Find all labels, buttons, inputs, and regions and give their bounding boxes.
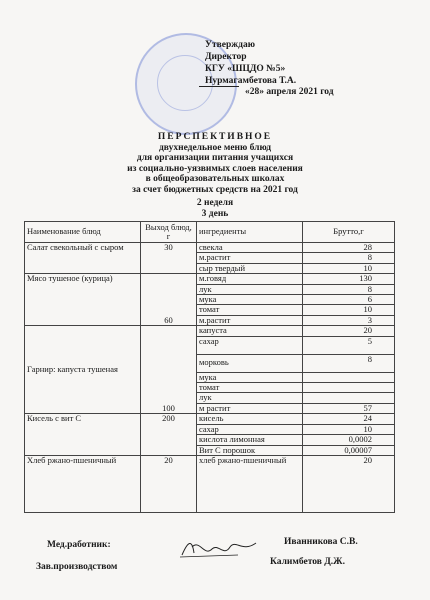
document-title: [0, 132, 430, 196]
gross-weight: 10: [303, 424, 395, 434]
title-line-4: в общеобразовательных школах: [145, 174, 285, 185]
table-header-row: [25, 222, 395, 243]
header-dish: Наименование блюд: [25, 222, 141, 243]
director-signature-line: [199, 86, 239, 87]
title-line-1: двухнедельное меню блюд: [158, 142, 272, 153]
title-line-2: для организации питания учащихся: [136, 153, 294, 164]
gross-weight: 20: [303, 326, 395, 336]
production-label: Зав.производством: [36, 562, 118, 572]
dish-name: Кисель с вит С: [25, 414, 141, 456]
ingredient: кислота лимонная: [197, 435, 303, 445]
week-day-label: [0, 198, 430, 220]
header-ingredients: ингредиенты: [197, 222, 303, 243]
dish-yield: 20: [141, 455, 197, 512]
title-heading: ПЕРСПЕКТИВНОЕ: [157, 132, 273, 142]
gross-weight: 10: [303, 305, 395, 315]
week-label: 2 неделя: [196, 198, 234, 208]
ingredient: морковь: [197, 354, 303, 372]
header-yield: Выход блюд, г: [141, 222, 197, 243]
gross-weight: 8: [303, 354, 395, 372]
dish-yield: 200: [141, 414, 197, 456]
gross-weight: 20: [303, 455, 395, 512]
nurse-name: Иванникова С.В.: [284, 537, 358, 547]
approval-line-3: КГУ «ШЦДО №5»: [205, 64, 286, 74]
approval-line-2: Директор: [205, 52, 247, 62]
handwritten-signature: [178, 535, 260, 561]
gross-weight: 3: [303, 315, 395, 325]
ingredient: мука: [197, 295, 303, 305]
nurse-label: Мед.работник:: [47, 540, 111, 550]
day-label: 3 день: [201, 209, 229, 219]
gross-weight: 57: [303, 403, 395, 413]
approval-line-1: Утверждаю: [205, 40, 255, 50]
dish-name: Хлеб ржано-пшеничный: [25, 455, 141, 512]
production-name: Калимбетов Д.Ж.: [270, 557, 345, 567]
gross-weight: [303, 393, 395, 403]
gross-weight: 28: [303, 243, 395, 253]
gross-weight: 8: [303, 253, 395, 263]
menu-table: [24, 221, 395, 513]
ingredient: м.растит: [197, 253, 303, 263]
gross-weight: 0,0002: [303, 435, 395, 445]
ingredient: сыр твердый: [197, 263, 303, 273]
header-gross: Брутто,г: [303, 222, 395, 243]
ingredient: м.говяд: [197, 274, 303, 284]
ingredient: капуста: [197, 326, 303, 336]
dish-name: Мясо тушеное (курица): [25, 274, 141, 326]
title-line-3: из социально-уязвимых слоев населения: [127, 163, 303, 174]
ingredient: Вит С порошок: [197, 445, 303, 455]
table-row: [25, 274, 395, 284]
gross-weight: 5: [303, 336, 395, 354]
ingredient: кисель: [197, 414, 303, 424]
ingredient: м.растит: [197, 315, 303, 325]
ingredient: томат: [197, 383, 303, 393]
ingredient: сахар: [197, 336, 303, 354]
approval-block: [205, 39, 334, 97]
dish-yield: 60: [141, 274, 197, 326]
ingredient: лук: [197, 393, 303, 403]
table-row: [25, 455, 395, 512]
dish-name: Салат свекольный с сыром: [25, 243, 141, 274]
dish-yield: 30: [141, 243, 197, 274]
gross-weight: 0,00007: [303, 445, 395, 455]
ingredient: свекла: [197, 243, 303, 253]
table-row: [25, 414, 395, 424]
gross-weight: [303, 383, 395, 393]
table-row: [25, 243, 395, 253]
ingredient: м растит: [197, 403, 303, 413]
ingredient: томат: [197, 305, 303, 315]
ingredient: сахар: [197, 424, 303, 434]
gross-weight: 10: [303, 263, 395, 273]
dish-yield: 100: [141, 326, 197, 414]
dish-name: Гарнир: капуста тушеная: [25, 326, 141, 414]
gross-weight: 6: [303, 295, 395, 305]
ingredient: лук: [197, 284, 303, 294]
gross-weight: [303, 372, 395, 382]
approval-date: «28» апреля 2021 год: [245, 87, 334, 97]
title-line-5: за счет бюджетных средств на 2021 год: [132, 184, 298, 195]
ingredient: мука: [197, 372, 303, 382]
gross-weight: 24: [303, 414, 395, 424]
table-row: [25, 326, 395, 336]
gross-weight: 8: [303, 284, 395, 294]
approval-line-4: Нурмагамбетова Т.А.: [205, 76, 297, 86]
gross-weight: 130: [303, 274, 395, 284]
ingredient: хлеб ржано-пшеничный: [197, 455, 303, 512]
